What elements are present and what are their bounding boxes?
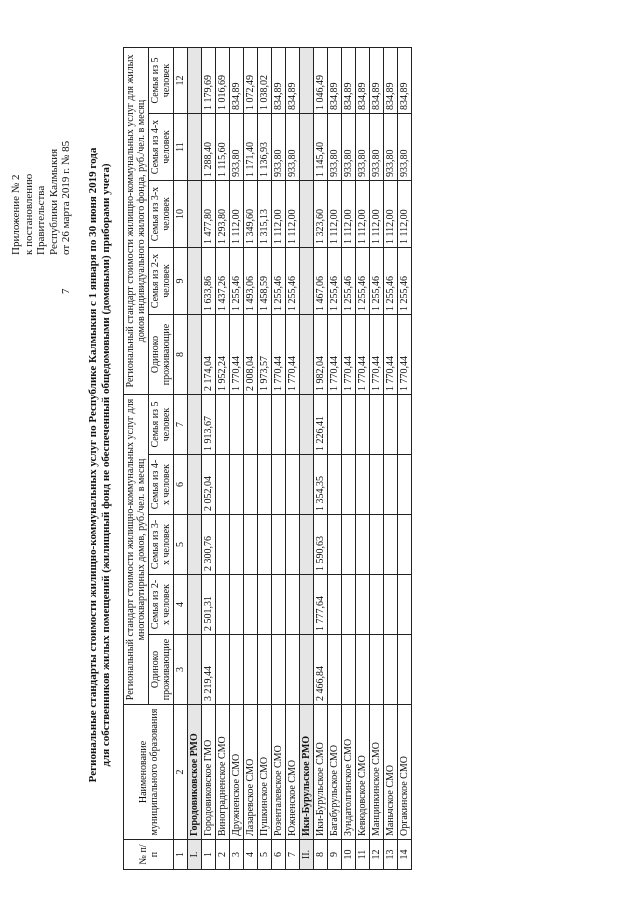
appendix-line: Приложение № 2 <box>10 174 22 255</box>
cost-cell: 1 349,60 <box>244 181 258 248</box>
cost-cell <box>188 455 202 515</box>
cost-cell <box>216 395 230 455</box>
cost-cell <box>244 515 258 575</box>
cost-cell <box>384 575 398 635</box>
cost-cell: 834,89 <box>384 47 398 113</box>
cost-cell: 1 171,40 <box>244 114 258 181</box>
cost-cell: 1 770,44 <box>398 315 412 395</box>
cost-cell <box>258 455 272 515</box>
table-row <box>272 47 286 869</box>
cost-cell <box>188 315 202 395</box>
cost-cell: 1 315,13 <box>258 181 272 248</box>
cost-cell: 1 770,44 <box>384 315 398 395</box>
municipality-name: Маньчское СМО <box>384 705 398 840</box>
subheader-cell: Одиноко проживающие <box>149 315 174 395</box>
table-row <box>230 47 244 869</box>
row-number: 6 <box>272 840 286 870</box>
cost-cell: 1 293,80 <box>216 181 230 248</box>
column-number: 11 <box>174 114 188 181</box>
cost-cell: 2 501,31 <box>202 575 216 635</box>
row-number: 5 <box>258 840 272 870</box>
table-row <box>370 47 384 869</box>
cost-cell: 2 174,04 <box>202 315 216 395</box>
cost-cell: 1 288,40 <box>202 114 216 181</box>
municipality-name: Розенталевское СМО <box>272 705 286 840</box>
row-number: 3 <box>230 840 244 870</box>
cost-cell: 2 008,04 <box>244 315 258 395</box>
cost-cell: 933,80 <box>342 114 356 181</box>
municipality-name: Кевюдовское СМО <box>356 705 370 840</box>
cost-cell: 1 770,44 <box>286 315 300 395</box>
cost-cell: 1 255,46 <box>370 248 384 315</box>
subheader-cell: Семья из 2-х человек <box>149 248 174 315</box>
column-number: 10 <box>174 181 188 248</box>
cost-cell: 1 770,44 <box>370 315 384 395</box>
cost-cell: 834,89 <box>356 47 370 113</box>
column-number: 5 <box>174 515 188 575</box>
cost-cell: 933,80 <box>286 114 300 181</box>
row-number: 9 <box>328 840 342 870</box>
cost-cell <box>188 114 202 181</box>
cost-cell <box>328 575 342 635</box>
cost-cell <box>188 395 202 455</box>
table-row <box>202 47 216 869</box>
column-number: 1 <box>174 840 188 870</box>
cost-cell: 1 112,00 <box>328 181 342 248</box>
cost-cell: 834,89 <box>230 47 244 113</box>
cost-cell: 3 219,44 <box>202 635 216 705</box>
row-number: 12 <box>370 840 384 870</box>
cost-cell <box>286 575 300 635</box>
table-row <box>258 47 272 869</box>
row-number: 2 <box>216 840 230 870</box>
cost-cell <box>370 395 384 455</box>
cost-cell: 1 437,26 <box>216 248 230 315</box>
table-group-row <box>300 47 314 869</box>
cost-cell <box>342 455 356 515</box>
header-no: № п/п <box>124 840 174 870</box>
cost-cell: 933,80 <box>356 114 370 181</box>
municipality-name: Манцинкинское СМО <box>370 705 384 840</box>
row-number: I. <box>188 840 202 870</box>
appendix-line: от 26 марта 2019 г. № 85 <box>60 140 72 255</box>
cost-cell: 1 255,46 <box>356 248 370 315</box>
municipality-name: Багабурульское СМО <box>328 705 342 840</box>
cost-cell <box>286 395 300 455</box>
cost-cell: 933,80 <box>272 114 286 181</box>
column-number: 2 <box>174 705 188 840</box>
cost-cell <box>356 575 370 635</box>
subheader-cell: Семья из 3-х человек <box>149 515 174 575</box>
cost-cell: 1 255,46 <box>230 248 244 315</box>
cost-cell <box>370 575 384 635</box>
row-number: 1 <box>202 840 216 870</box>
column-number: 8 <box>174 315 188 395</box>
cost-cell <box>244 575 258 635</box>
table-body <box>188 47 412 869</box>
cost-cell: 1 255,46 <box>272 248 286 315</box>
cost-cell <box>300 248 314 315</box>
cost-cell: 1 255,46 <box>286 248 300 315</box>
municipality-name: Зундатолгинское СМО <box>342 705 356 840</box>
cost-cell <box>216 635 230 705</box>
cost-cell: 1 467,06 <box>314 248 328 315</box>
cost-cell <box>356 635 370 705</box>
cost-cell: 1 112,00 <box>370 181 384 248</box>
cost-cell <box>244 455 258 515</box>
row-number: 8 <box>314 840 328 870</box>
title-line: Региональные стандарты стоимости жилищно-коммунальных услуг по Республике Калмыкия с 1 января по 30 июня 2019 года <box>87 147 99 783</box>
cost-cell <box>188 575 202 635</box>
cost-cell <box>356 395 370 455</box>
cost-cell <box>356 455 370 515</box>
row-number: 7 <box>286 840 300 870</box>
cost-cell <box>216 455 230 515</box>
cost-cell: 1 590,63 <box>314 515 328 575</box>
row-number: 11 <box>356 840 370 870</box>
column-number: 4 <box>174 575 188 635</box>
cost-cell: 834,89 <box>328 47 342 113</box>
cost-cell <box>244 395 258 455</box>
cost-cell <box>342 635 356 705</box>
cost-cell: 834,89 <box>398 47 412 113</box>
header-apartment-buildings: Региональный стандарт стоимости жилищно-коммунальных услуг для многоквартирных домов, руб./чел. в месяц <box>124 395 149 705</box>
cost-cell <box>328 395 342 455</box>
cost-cell <box>230 575 244 635</box>
cost-cell <box>272 515 286 575</box>
cost-cell: 1 770,44 <box>328 315 342 395</box>
cost-cell <box>384 455 398 515</box>
cost-cell <box>230 515 244 575</box>
row-number: 14 <box>398 840 412 870</box>
cost-cell <box>328 455 342 515</box>
cost-cell <box>188 181 202 248</box>
row-number: 10 <box>342 840 356 870</box>
appendix-line: Республики Калмыкия <box>47 148 60 255</box>
cost-cell: 1 255,46 <box>342 248 356 315</box>
cost-cell <box>328 635 342 705</box>
cost-cell: 1 136,93 <box>258 114 272 181</box>
cost-cell <box>398 515 412 575</box>
cost-cell <box>286 455 300 515</box>
cost-cell: 933,80 <box>370 114 384 181</box>
cost-cell <box>370 455 384 515</box>
cost-cell <box>398 575 412 635</box>
table-row <box>286 47 300 869</box>
table-row <box>244 47 258 869</box>
housing-standards-table <box>123 47 412 870</box>
row-number: 13 <box>384 840 398 870</box>
appendix-line: к постановлению <box>22 173 35 255</box>
cost-cell: 1 179,69 <box>202 47 216 113</box>
cost-cell <box>300 455 314 515</box>
cost-cell: 1 255,46 <box>398 248 412 315</box>
table-row <box>342 47 356 869</box>
page-number: 7 <box>60 288 72 294</box>
column-number: 12 <box>174 47 188 113</box>
cost-cell: 1 255,46 <box>384 248 398 315</box>
cost-cell <box>342 515 356 575</box>
table-row <box>356 47 370 869</box>
cost-cell <box>300 47 314 113</box>
cost-cell <box>384 395 398 455</box>
cost-cell <box>370 515 384 575</box>
row-number: 4 <box>244 840 258 870</box>
cost-cell: 2 052,04 <box>202 455 216 515</box>
subheader-cell: Семья из 2-х человек <box>149 575 174 635</box>
cost-cell: 834,89 <box>286 47 300 113</box>
cost-cell: 1 046,49 <box>314 47 328 113</box>
cost-cell <box>216 575 230 635</box>
cost-cell: 1 633,86 <box>202 248 216 315</box>
cost-cell: 1 112,00 <box>272 181 286 248</box>
table-row <box>398 47 412 869</box>
municipality-name: Городовиковское ГМО <box>202 705 216 840</box>
municipality-name: Пушкинское СМО <box>258 705 272 840</box>
cost-cell: 1 952,24 <box>216 315 230 395</box>
cost-cell <box>370 635 384 705</box>
cost-cell <box>300 575 314 635</box>
cost-cell: 1 145,40 <box>314 114 328 181</box>
cost-cell <box>230 635 244 705</box>
cost-cell <box>258 395 272 455</box>
municipality-name: Виноградненское СМО <box>216 705 230 840</box>
appendix-note <box>10 75 73 255</box>
cost-cell: 1 770,44 <box>342 315 356 395</box>
table-row <box>216 47 230 869</box>
cost-cell: 2 300,76 <box>202 515 216 575</box>
cost-cell <box>230 455 244 515</box>
cost-cell <box>188 635 202 705</box>
cost-cell: 834,89 <box>342 47 356 113</box>
cost-cell: 1 072,49 <box>244 47 258 113</box>
cost-cell <box>398 635 412 705</box>
municipality-name: Городовиковское РМО <box>188 705 202 840</box>
cost-cell: 933,80 <box>230 114 244 181</box>
municipality-name: Ики-Бурульское СМО <box>314 705 328 840</box>
table-row <box>314 47 328 869</box>
cost-cell <box>384 635 398 705</box>
header-individual-houses: Региональный стандарт стоимости жилищно-коммунальных услуг для жилых домов индивидуального жилого фонда, руб./чел. в месяц <box>124 47 149 394</box>
cost-cell <box>188 515 202 575</box>
cost-cell: 933,80 <box>384 114 398 181</box>
cost-cell <box>272 395 286 455</box>
cost-cell: 2 466,84 <box>314 635 328 705</box>
cost-cell <box>342 395 356 455</box>
cost-cell: 1 770,44 <box>230 315 244 395</box>
cost-cell: 834,89 <box>370 47 384 113</box>
cost-cell: 1 112,00 <box>398 181 412 248</box>
cost-cell: 1 777,64 <box>314 575 328 635</box>
cost-cell: 933,80 <box>398 114 412 181</box>
cost-cell: 1 112,00 <box>342 181 356 248</box>
cost-cell <box>356 515 370 575</box>
municipality-name: Дружненское СМО <box>230 705 244 840</box>
cost-cell: 933,80 <box>328 114 342 181</box>
column-number: 7 <box>174 395 188 455</box>
column-number: 9 <box>174 248 188 315</box>
subheader-cell: Семья из 3-х человек <box>149 181 174 248</box>
cost-cell <box>300 315 314 395</box>
cost-cell: 1 226,41 <box>314 395 328 455</box>
cost-cell <box>300 181 314 248</box>
cost-cell <box>244 635 258 705</box>
cost-cell: 1 913,67 <box>202 395 216 455</box>
cost-cell <box>216 515 230 575</box>
cost-cell: 1 354,35 <box>314 455 328 515</box>
cost-cell <box>384 515 398 575</box>
cost-cell: 1 112,00 <box>356 181 370 248</box>
cost-cell <box>272 635 286 705</box>
cost-cell <box>272 575 286 635</box>
municipality-name: Лазаревское СМО <box>244 705 258 840</box>
cost-cell <box>300 114 314 181</box>
column-number-row <box>174 47 188 869</box>
cost-cell <box>328 515 342 575</box>
cost-cell <box>258 635 272 705</box>
table-row <box>328 47 342 869</box>
cost-cell <box>258 515 272 575</box>
cost-cell: 1 016,69 <box>216 47 230 113</box>
municipality-name: Ики-Бурульское РМО <box>300 705 314 840</box>
cost-cell <box>398 455 412 515</box>
cost-cell: 1 112,00 <box>286 181 300 248</box>
cost-cell <box>230 395 244 455</box>
cost-cell: 1 770,44 <box>356 315 370 395</box>
subheader-cell: Семья из 4-х человек <box>149 114 174 181</box>
cost-cell: 1 112,00 <box>384 181 398 248</box>
municipality-name: Оргакинское СМО <box>398 705 412 840</box>
cost-cell: 1 112,00 <box>230 181 244 248</box>
subheader-cell: Семья из 4-х человек <box>149 455 174 515</box>
cost-cell: 1 770,44 <box>272 315 286 395</box>
row-number: II. <box>300 840 314 870</box>
municipality-name: Южненское СМО <box>286 705 300 840</box>
header-municipality: Наименование муниципального образования <box>124 705 174 840</box>
cost-cell <box>258 575 272 635</box>
cost-cell <box>188 248 202 315</box>
cost-cell: 1 477,80 <box>202 181 216 248</box>
cost-cell: 1 038,02 <box>258 47 272 113</box>
column-number: 6 <box>174 455 188 515</box>
cost-cell <box>342 575 356 635</box>
cost-cell: 1 115,60 <box>216 114 230 181</box>
cost-cell: 1 973,57 <box>258 315 272 395</box>
appendix-line: Правительства <box>35 185 47 255</box>
cost-cell <box>300 395 314 455</box>
title-line: для собственников жилых помещений (жилищный фонд не обеспеченный общедомовыми (домовыми) приборами учета) <box>100 163 112 767</box>
table-row <box>384 47 398 869</box>
cost-cell: 1 458,59 <box>258 248 272 315</box>
cost-cell <box>188 47 202 113</box>
cost-cell <box>300 515 314 575</box>
cost-cell: 1 255,46 <box>328 248 342 315</box>
cost-cell: 1 323,60 <box>314 181 328 248</box>
cost-cell <box>286 515 300 575</box>
cost-cell <box>286 635 300 705</box>
header-row <box>124 47 149 869</box>
cost-cell: 834,89 <box>272 47 286 113</box>
cost-cell <box>300 635 314 705</box>
cost-cell: 1 493,06 <box>244 248 258 315</box>
subheader-cell: Семья из 5 человек <box>149 395 174 455</box>
cost-cell: 1 982,04 <box>314 315 328 395</box>
cost-cell <box>272 455 286 515</box>
document-title <box>87 50 113 880</box>
column-number: 3 <box>174 635 188 705</box>
cost-cell <box>398 395 412 455</box>
subheader-cell: Семья из 5 человек <box>149 47 174 113</box>
table-group-row <box>188 47 202 869</box>
subheader-cell: Одиноко проживающие <box>149 635 174 705</box>
